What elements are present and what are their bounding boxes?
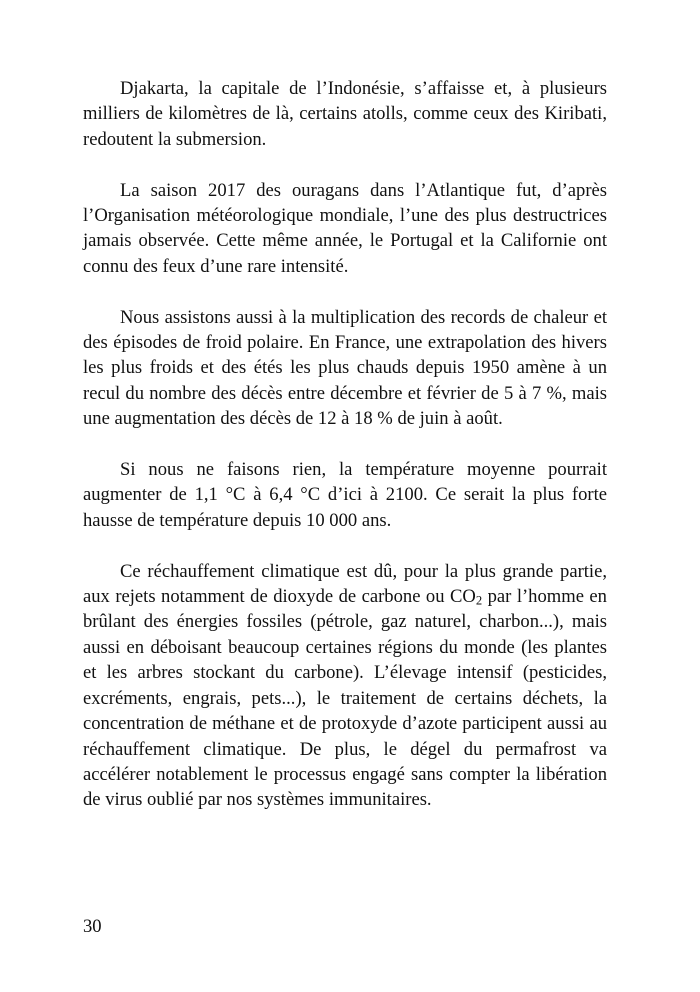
paragraph-temperature-rise: Si nous ne faisons rien, la température moyenne pourrait augmenter de 1,1 °C à 6,4 °C d’ici à 2100. Ce serait la plus forte hausse de température depuis 10 000 ans.: [83, 459, 607, 531]
paragraph-hurricanes: La saison 2017 des ouragans dans l’Atlantique fut, d’après l’Organisation météorologique mondiale, l’une des plus destructrices jamais observée. Cette même année, le Portugal et la Californie ont connu des feux d’une rare intensité.: [83, 179, 607, 277]
paragraph-causes: [83, 559, 607, 813]
causes-text-part-2: par l’homme en brûlant des énergies fossiles (pétrole, gaz naturel, charbon...), mais aussi en déboisant beaucoup certaines régions du monde (les plantes et les arbres stockant du carbone). L’élevage intensif (pesticides, excréments, engrais, pets...), le traitement de certains déchets, la concentration de méthane et de protoxyde d’azote participent aussi au réchauffement climatique. De plus, le dégel du permafrost va accélérer notablement le processus engagé sans compter la libération de virus oublié par nos systèmes immunitaires.: [83, 586, 607, 811]
paragraph-jakarta: Djakarta, la capitale de l’Indonésie, s’affaisse et, à plusieurs milliers de kilomètres de là, certains atolls, comme ceux des Kiribati, redoutent la submersion.: [83, 78, 607, 150]
body-text: [83, 76, 607, 813]
co2-subscript: 2: [475, 593, 483, 608]
page-number: 30: [83, 916, 102, 937]
causes-text-part-1: Ce réchauffement climatique est dû, pour la plus grande partie, aux rejets notamment de dioxyde de carbone ou CO: [83, 560, 607, 608]
paragraph-heat-records: Nous assistons aussi à la multiplication des records de chaleur et des épisodes de froid polaire. En France, une extrapolation des hivers les plus froids et des étés les plus chauds depuis 1950 amène à un recul du nombre des décès entre décembre et février de 5 à 7 %, mais une augmentation des décès de 12 à 18 % de juin à août.: [83, 306, 607, 430]
